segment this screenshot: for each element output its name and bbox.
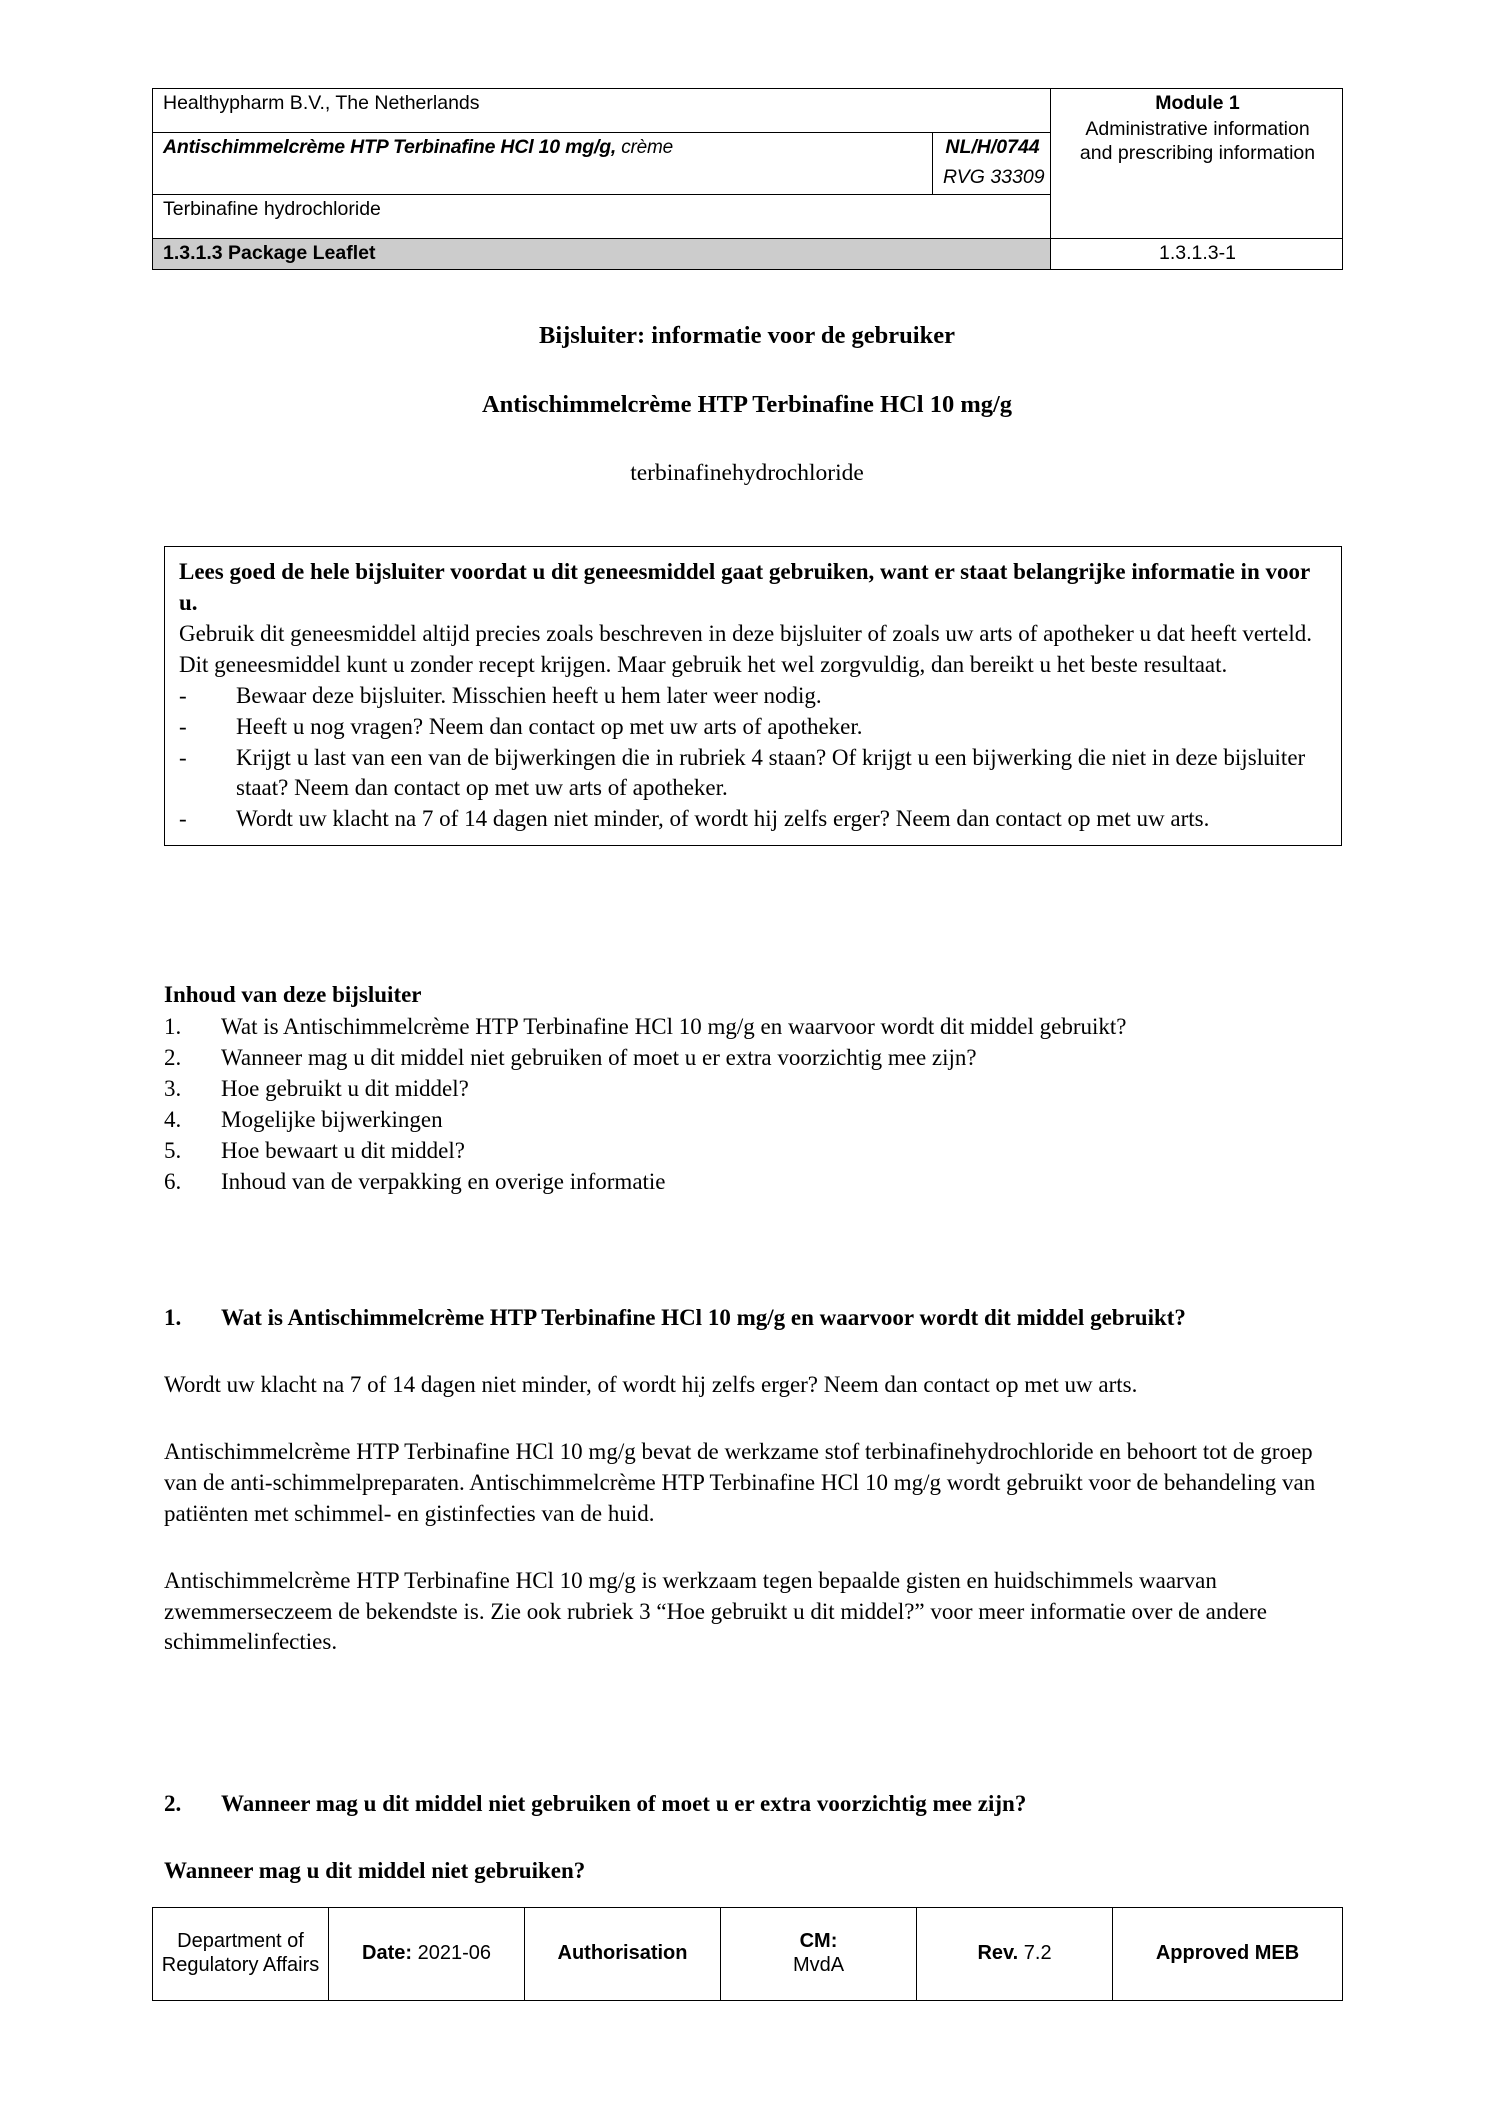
module-line-1: Administrative information <box>1085 117 1310 140</box>
toc-item-number: 2. <box>164 1044 182 1070</box>
list-item <box>164 1167 1344 1198</box>
section-1-number: 1. <box>164 1305 182 1330</box>
section-2-heading <box>164 1789 1344 1820</box>
nl-code: NL/H/0744 <box>945 136 1040 158</box>
substance-subtitle: terbinafinehydrochloride <box>630 460 864 486</box>
header-leaflet-label: 1.3.1.3 Package Leaflet <box>153 238 1051 270</box>
list-item <box>164 1074 1344 1105</box>
document-header-table <box>152 88 1343 270</box>
header-row-leaflet <box>153 238 1343 270</box>
footer-revision-cell <box>917 1908 1113 2001</box>
list-item <box>164 1012 1344 1043</box>
footer-cm-label: CM: <box>799 1929 838 1952</box>
bullet-text: Heeft u nog vragen? Neem dan contact op met uw arts of apotheker. <box>236 713 863 739</box>
list-item <box>179 681 1329 712</box>
warning-paragraph-2: Dit geneesmiddel kunt u zonder recept krijgen. Maar gebruik het wel zorgvuldig, dan bereikt u het beste resultaat. <box>179 651 1228 677</box>
section-2-number: 2. <box>164 1791 182 1816</box>
toc-item-number: 3. <box>164 1075 182 1101</box>
bullet-dash-icon: - <box>179 806 187 832</box>
product-title: Antischimmelcrème HTP Terbinafine HCl 10 mg/g <box>481 391 1013 418</box>
read-leaflet-warning-box <box>164 546 1342 846</box>
list-item <box>164 1105 1344 1136</box>
leaflet-title-block <box>152 322 1342 487</box>
footer-revision-value: 7.2 <box>1018 1941 1052 1964</box>
footer-department-line-1: Department of <box>177 1929 304 1952</box>
bullet-dash-icon: - <box>179 713 187 739</box>
toc-item-number: 6. <box>164 1168 182 1194</box>
header-product-name <box>153 133 933 195</box>
footer-department-line-2: Regulatory Affairs <box>161 1954 320 1976</box>
toc-item-label: Hoe gebruikt u dit middel? <box>221 1075 469 1101</box>
list-item <box>164 1136 1344 1167</box>
toc-list <box>164 1012 1344 1198</box>
footer-department-cell <box>153 1908 329 2001</box>
warning-bold-intro: Lees goed de hele bijsluiter voordat u dit geneesmiddel gaat gebruiken, want er staat belangrijke informatie in voor u. <box>179 559 1310 615</box>
toc-item-label: Wanneer mag u dit middel niet gebruiken of moet u er extra voorzichtig mee zijn? <box>221 1044 977 1070</box>
bullet-text: Wordt uw klacht na 7 of 14 dagen niet minder, of wordt hij zelfs erger? Neem dan contact op met uw arts. <box>236 806 1210 832</box>
header-substance-name: Terbinafine hydrochloride <box>153 194 1051 238</box>
warning-paragraph-1: Gebruik dit geneesmiddel altijd precies zoals beschreven in deze bijsluiter of zoals uw arts of apotheker u dat heeft verteld. <box>179 620 1312 646</box>
footer-cm-value: MvdA <box>792 1954 845 1976</box>
footer-cm-cell <box>721 1908 917 2001</box>
toc-item-label: Hoe bewaart u dit middel? <box>221 1137 465 1163</box>
bullet-dash-icon: - <box>179 682 187 708</box>
toc-item-label: Mogelijke bijwerkingen <box>221 1106 443 1132</box>
list-item <box>179 712 1329 743</box>
section-1 <box>164 1303 1344 1658</box>
section-2 <box>164 1789 1344 1887</box>
table-row <box>153 1908 1343 2001</box>
toc-item-label: Wat is Antischimmelcrème HTP Terbinafine HCl 10 mg/g en waarvoor wordt dit middel gebruikt? <box>221 1013 1127 1039</box>
toc-item-number: 4. <box>164 1106 182 1132</box>
module-line-2: and prescribing information <box>1079 141 1316 164</box>
document-footer-table <box>152 1907 1343 2001</box>
toc-heading: Inhoud van deze bijsluiter <box>164 982 422 1007</box>
bullet-text: Krijgt u last van een van de bijwerkingen die in rubriek 4 staan? Of krijgt u een bijwerking die niet in deze bijsluiter staat? Neem dan contact op met uw arts of apotheker. <box>236 744 1306 801</box>
product-name-bold: Antischimmelcrème HTP Terbinafine HCl 10 mg/g, <box>163 136 617 158</box>
rvg-code: RVG 33309 <box>943 165 1045 188</box>
product-form: crème <box>616 137 674 158</box>
footer-date-value: 2021-06 <box>412 1941 491 1964</box>
list-item <box>179 743 1329 805</box>
section-2-title: Wanneer mag u dit middel niet gebruiken of moet u er extra voorzichtig mee zijn? <box>221 1791 1027 1816</box>
footer-date-cell <box>329 1908 525 2001</box>
page-title: Bijsluiter: informatie voor de gebruiker <box>539 322 955 349</box>
list-item <box>164 1043 1344 1074</box>
section-1-heading <box>164 1303 1344 1334</box>
header-company-name: Healthypharm B.V., The Netherlands <box>153 89 1051 133</box>
bullet-dash-icon: - <box>179 744 187 770</box>
header-module-cell <box>1051 89 1343 239</box>
section-1-paragraph-3: Antischimmelcrème HTP Terbinafine HCl 10 mg/g is werkzaam tegen bepaalde gisten en huidschimmels waarvan zwemmerseczeem de bekendste is. Zie ook rubriek 3 “Hoe gebruikt u dit middel?” voor meer informatie over de andere schimmelinfecties. <box>164 1567 1267 1655</box>
table-of-contents <box>164 980 1344 1197</box>
footer-revision-label: Rev. <box>977 1941 1019 1964</box>
bullet-text: Bewaar deze bijsluiter. Misschien heeft u hem later weer nodig. <box>236 682 822 708</box>
section-1-paragraph-1: Wordt uw klacht na 7 of 14 dagen niet minder, of wordt hij zelfs erger? Neem dan contact op met uw arts. <box>164 1371 1138 1397</box>
footer-date-label: Date: <box>362 1941 413 1964</box>
list-item <box>179 804 1329 835</box>
section-2-subheading: Wanneer mag u dit middel niet gebruiken? <box>164 1857 586 1883</box>
header-registration-codes <box>933 133 1051 195</box>
warning-bullet-list <box>179 681 1329 836</box>
toc-item-label: Inhoud van de verpakking en overige informatie <box>221 1168 666 1194</box>
footer-approved-cell: Approved MEB <box>1113 1908 1343 2001</box>
toc-item-number: 1. <box>164 1013 182 1039</box>
header-row-company <box>153 89 1343 133</box>
footer-authorisation-cell: Authorisation <box>525 1908 721 2001</box>
section-1-title: Wat is Antischimmelcrème HTP Terbinafine HCl 10 mg/g en waarvoor wordt dit middel gebruikt? <box>221 1305 1186 1330</box>
header-document-number: 1.3.1.3-1 <box>1051 238 1343 270</box>
module-title: Module 1 <box>1155 92 1240 114</box>
toc-item-number: 5. <box>164 1137 182 1163</box>
section-1-paragraph-2: Antischimmelcrème HTP Terbinafine HCl 10 mg/g bevat de werkzame stof terbinafinehydrochloride en behoort tot de groep van de anti-schimmelpreparaten. Antischimmelcrème HTP Terbinafine HCl 10 mg/g wordt gebruikt voor de behandeling van patiënten met schimmel- en gistinfecties van de huid. <box>164 1438 1316 1526</box>
